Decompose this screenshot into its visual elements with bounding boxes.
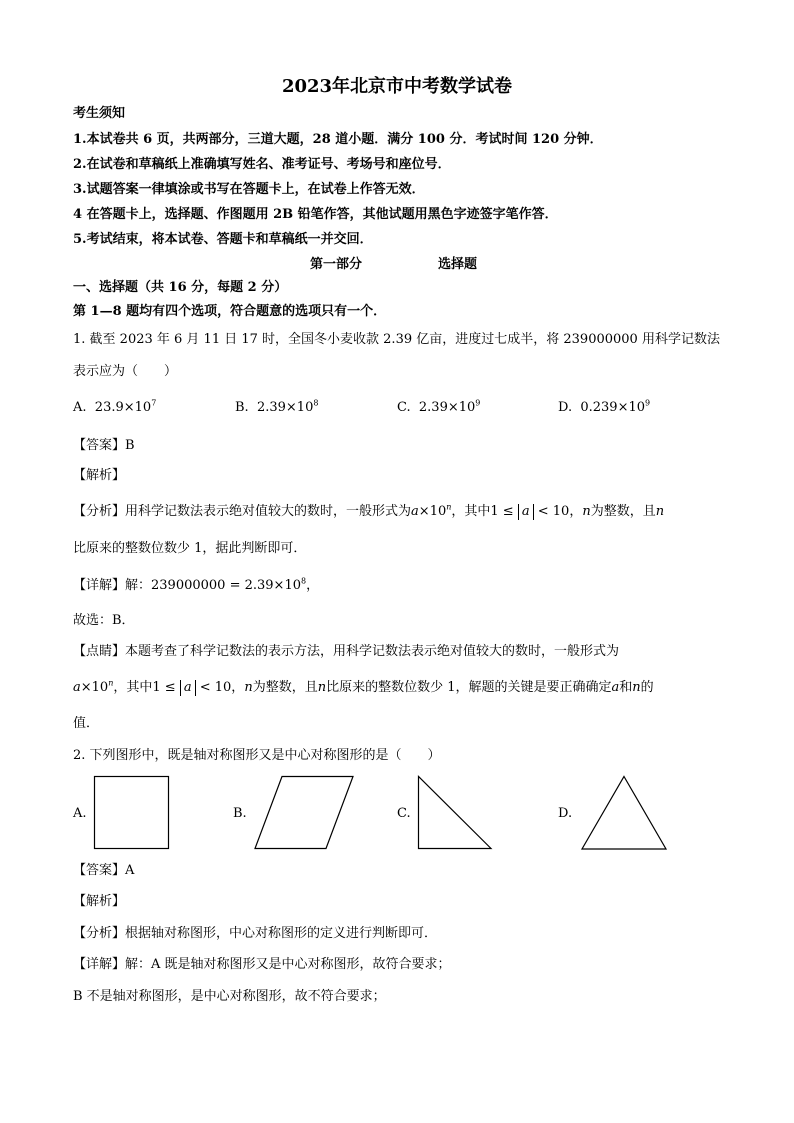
part-name: 第一部分 [310,257,363,272]
q1-dianjing-line2: $a\times 10^n$，其中1 ≤ a < 10，n为整数，且n比原来的整数位数少 1，解题的关键是要正确确定a和n的 [73,678,654,695]
q1-stem-line1: 1. 截至 2023 年 6 月 11 日 17 时，全国冬小麦收款 2.39 亿亩，进度过七成半，将 239000000 用科学记数法 [73,332,720,347]
q1-fenxi: 【分析】用科学记数法表示绝对值较大的数时，一般形式为$a\times 10^n$，其中1 ≤ a < 10，n为整数，且n [73,502,665,519]
right-triangle-shape [418,776,492,849]
notice-item: 5.考试结束，将本试卷、答题卡和草稿纸一并交回． [73,232,373,247]
equilateral-triangle-shape [581,776,667,850]
q2-line-b: B 不是轴对称图形，是中心对称图形，故不符合要求； [73,989,386,1004]
q2-stem: 2. 下列图形中，既是轴对称图形又是中心对称图形的是（ ） [73,748,441,763]
q2-option-c-label: C. [397,806,411,821]
q1-option-b: B. $2.39\times 10^8$ [235,398,319,415]
q2-fenxi: 【分析】根据轴对称图形，中心对称图形的定义进行判断即可． [73,926,438,941]
square-shape [94,776,169,849]
section-heading: 一、选择题（共 16 分，每题 2 分） [73,280,288,295]
q1-analysis-tag: 【解析】 [73,468,126,483]
q2-option-d-label: D. [558,806,573,821]
parallelogram-shape [254,776,354,849]
q2-xiangjie: 【详解】解：A 既是轴对称图形又是中心对称图形，故符合要求； [73,957,451,972]
section-instruction: 第 1—8 题均有四个选项，符合题意的选项只有一个． [73,304,387,319]
q1-fenxi-line2: 比原来的整数位数少 1，据此判断即可． [73,541,307,556]
notice-item: 1.本试卷共 6 页，共两部分，三道大题，28 道小题．满分 100 分．考试时间 120 分钟． [73,132,603,147]
notice-item: 3.试题答案一律填涂或书写在答题卡上，在试卷上作答无效． [73,182,425,197]
q2-option-a-label: A. [73,806,87,821]
notice-item: 2.在试卷和草稿纸上准确填写姓名、准考证号、考场号和座位号． [73,157,451,172]
part-kind: 选择题 [438,257,478,272]
notice-item: 4 在答题卡上，选择题、作图题用 2B 铅笔作答，其他试题用黑色字迹签字笔作答． [73,207,558,222]
page-title: 2023年北京市中考数学试卷 [281,76,513,97]
q2-analysis-tag: 【解析】 [73,894,126,909]
notice-heading: 考生须知 [73,106,126,121]
q1-option-c: C. $2.39\times 10^9$ [397,398,481,415]
q1-stem-line2: 表示应为（ ） [73,364,178,379]
q2-answer: 【答案】A [73,863,135,878]
q1-guxuan: 故选：B． [73,613,135,628]
q1-dianjing-line3: 值． [73,716,100,731]
q1-dianjing-line1: 【点睛】本题考查了科学记数法的表示方法，用科学记数法表示绝对值较大的数时，一般形式为 [73,644,620,659]
q1-answer: 【答案】B [73,438,135,453]
q1-xiangjie: 【详解】解：$239000000 = 2.39\times 10^8$， [73,576,320,593]
q1-option-d: D. $0.239\times 10^9$ [558,398,651,415]
q1-option-a: A. $23.9\times 10^7$ [73,398,157,415]
q2-option-b-label: B. [233,806,247,821]
